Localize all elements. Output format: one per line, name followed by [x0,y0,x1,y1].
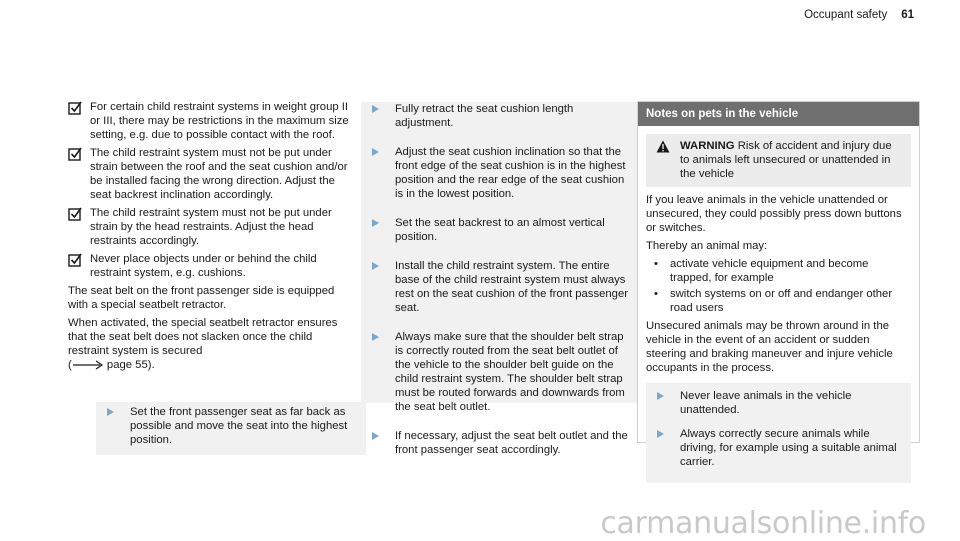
step-text: If necessary, adjust the seat belt outlet and the front passenger seat accordingly. [395,430,628,456]
body-paragraph: When activated, the special seatbelt retractor ensures that the seat belt does not slacken once the child restraint system is secured ( page 55). [68,317,338,371]
step-text: Fully retract the seat cushion length adjustment. [395,103,574,129]
instruction-step [369,216,629,244]
step-arrow-icon [372,432,379,440]
checklist-item [68,100,350,142]
checklist-text: Never place objects under or behind the child restraint system, e.g. cushions. [90,253,317,279]
step-text: Always correctly secure animals while driving, for example using a suitable animal carrier. [680,428,897,468]
checklist-text: For certain child restraint systems in weight group II or III, there may be restrictions in the maximum size setting, e.g. due to possible contact with the roof. [90,101,349,141]
checkbox-icon [68,101,82,115]
checklist-text: The child restraint system must not be put under strain between the roof and the seat cushion and/or be installed facing the wrong direction. Adjust the seat backrest inclination accordingly. [90,147,348,201]
notes-title: Notes on pets in the vehicle [638,102,919,126]
warning-label: WARNING [680,140,735,152]
checkbox-icon [68,207,82,221]
step-arrow-icon [372,219,379,227]
step-arrow-icon [372,105,379,113]
instruction-step [369,102,629,130]
bullet-item: • switch systems on or off and endanger other road users [646,287,911,315]
instruction-step [654,389,905,417]
warning-icon [656,140,670,153]
step-arrow-icon [657,430,664,438]
notes-panel [637,101,920,468]
step-text: Set the seat backrest to an almost vertical position. [395,217,605,243]
step-text: Adjust the seat cushion inclination so that the front edge of the seat cushion is in the highest position and the rear edge of the seat cushion is in the lowest position. [395,146,626,200]
instruction-step [654,427,905,469]
step-arrow-icon [372,262,379,270]
step-text: Always make sure that the shoulder belt strap is correctly routed from the seat belt outlet of the vehicle to the shoulder belt guide on the child restraint system. The shoulder belt strap must be routed forwards and downwards from the seat belt outlet. [395,331,625,413]
body-paragraph: Unsecured animals may be thrown around in the vehicle in the event of an accident or sudden steering and braking maneuver and injure vehicle occupants in the process. [646,320,893,374]
checklist-text: The child restraint system must not be put under strain by the head restraints. Adjust the head restraints accordingly. [90,207,332,247]
step-arrow-icon [372,333,379,341]
page-number: 61 [901,9,914,21]
step-text: Never leave animals in the vehicle unattended. [680,390,852,416]
watermark: carmanualsonline.info [600,506,926,541]
page-reference-arrow-icon [72,360,104,370]
paragraph-text: When activated, the special seatbelt retractor ensures that the seat belt does not slacken once the child restraint system is secured [68,317,338,357]
step-arrow-icon [372,148,379,156]
body-paragraph: The seat belt on the front passenger side is equipped with a special seatbelt retractor. [68,285,335,311]
step-text: Install the child restraint system. The entire base of the child restraint system must always rest on the seat cushion of the front passenger seat. [395,260,628,314]
step-text: Set the front passenger seat as far back as possible and move the seat into the highest position. [130,406,348,446]
warning-text: Risk of accident and injury due to animals left unsecured or unattended in the vehicle [680,140,892,180]
instruction-steps [361,102,637,456]
page-reference-link[interactable]: page 55). [106,359,155,371]
page-header [804,8,914,22]
instruction-step [369,145,629,201]
step-arrow-icon [657,392,664,400]
step-arrow-icon [107,408,114,416]
instruction-step [369,429,629,457]
checklist-item [68,252,350,280]
notes-body [638,187,919,375]
warning-box [646,134,911,187]
body-paragraph: If you leave animals in the vehicle unattended or unsecured, they could possibly press down buttons or switches. [646,194,902,234]
instruction-step [369,330,629,414]
instruction-step [369,259,629,315]
bullet-item: • activate vehicle equipment and become trapped, for example [646,257,911,285]
checklist-item [68,146,350,202]
section-title: Occupant safety [804,9,888,21]
instruction-step [104,405,358,447]
checkbox-icon [68,147,82,161]
instruction-steps [96,402,366,455]
checklist-item [68,206,350,248]
checkbox-icon [68,253,82,267]
instruction-steps [646,383,911,483]
body-paragraph: Thereby an animal may: [646,240,768,252]
column-1 [68,100,350,376]
